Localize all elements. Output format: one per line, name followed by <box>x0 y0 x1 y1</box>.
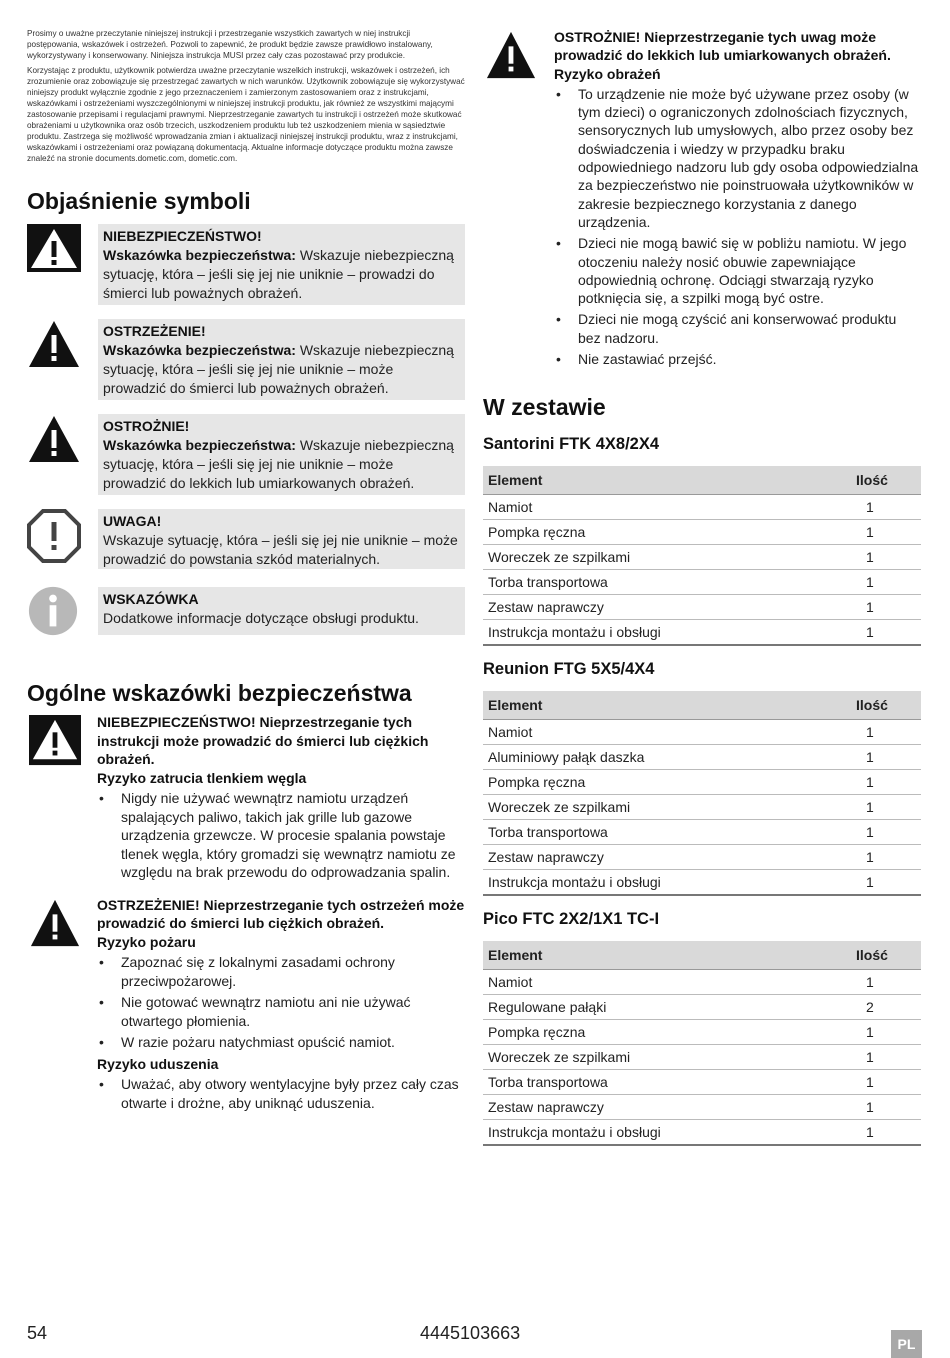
qty-cell: 1 <box>851 820 921 845</box>
table-row <box>483 545 921 570</box>
warning-bullets <box>97 953 465 1052</box>
symbol-item <box>27 509 465 569</box>
element-cell: Woreczek ze szpilkami <box>483 795 851 820</box>
element-cell: Pompka ręczna <box>483 770 851 795</box>
symbol-header: OSTRZEŻENIE! <box>103 323 206 339</box>
kit-table <box>483 466 921 646</box>
risk-label: Ryzyko uduszenia <box>97 1055 219 1072</box>
symbol-text: Wskazuje niebezpieczną sytuację, która – jeśli się jej nie uniknie – prowadzi do śmierci lub poważnych obrażeń. <box>103 247 454 301</box>
element-cell: Aluminiowy pałąk daszka <box>483 745 851 770</box>
language-badge: PL <box>891 1330 922 1358</box>
kit-group-title: Santorini FTK 4X8/2X4 <box>483 435 660 454</box>
list-item: • Dzieci nie mogą bawić się w pobliżu namiotu. W jego otoczeniu należy nosić obuwie zapewniające odpowiednią ochronę. Odciągi stwarzają ryzyko potknięcia się, a szpilki mogą być ostre. <box>554 234 921 307</box>
col-element-header: Element <box>483 466 851 495</box>
qty-cell: 1 <box>851 870 921 896</box>
warning-triangle-icon <box>27 224 81 278</box>
caution-bullets <box>554 85 921 368</box>
caution-text <box>554 28 921 368</box>
symbols-title: Objaśnienie symboli <box>27 188 251 214</box>
qty-cell: 1 <box>851 720 921 745</box>
qty-cell: 1 <box>851 970 921 995</box>
symbol-list <box>27 224 465 635</box>
symbol-desc <box>98 587 465 635</box>
table-row <box>483 1120 921 1146</box>
col-element-header: Element <box>483 941 851 970</box>
symbol-text: Wskazuje sytuację, która – jeśli się jej nie uniknie – może prowadzić do powstania szkód materialnych. <box>103 532 458 567</box>
kit-table <box>483 941 921 1146</box>
page-number: 54 <box>27 1323 48 1343</box>
element-cell: Pompka ręczna <box>483 520 851 545</box>
intro-paragraph: Korzystając z produktu, użytkownik potwierdza uważne przeczytanie wszelkich instrukcji, wskazówek i ostrzeżeń, ich zrozumienie oraz zobowiązuje się przestrzegać zawartych w nich warunków. Użytkownik zobowiązuje się wykorzystywać niniejszy produkt wyłącznie zgodnie z jego przeznaczeniem i zamierzonym zastosowaniem oraz z instrukcjami, wskazówkami i ostrzeżeniami wyszczególnionymi w niniejszej instrukcji produktu, jak również ze wszystkimi mającymi zastosowanie przepisami i regulacjami prawnymi. Nieprzestrzeganie zawartych tu instrukcji i ostrzeżeń może skutkować obrażeniami u użytkownika oraz osób trzecich, uszkodzeniem produktu lub też uszkodzeniem mienia w sąsiedztwie produktu. Zastrzega się możliwość wprowadzania zmian i aktualizacji niniejszej instrukcji produktu, wraz z instrukcjami, wskazówkami i ostrzeżeniami oraz powiązaną dokumentacją. Aktualne informacje dotyczące produktu można zawsze znaleźć na stronie documents.dometic.com, dometic.com. <box>27 66 465 163</box>
qty-cell: 1 <box>851 620 921 646</box>
symbol-lead: Wskazówka bezpieczeństwa: <box>103 437 296 453</box>
list-item: • Nie gotować wewnątrz namiotu ani nie używać otwartego płomienia. <box>97 993 465 1030</box>
table-row <box>483 995 921 1020</box>
right-column <box>483 28 921 1146</box>
document-number: 4445103663 <box>420 1323 521 1343</box>
list-item: • Nie zastawiać przejść. <box>554 350 921 368</box>
list-item: • Uważać, aby otwory wentylacyjne były przez cały czas otwarte i drożne, aby uniknąć uduszenia. <box>97 1075 465 1112</box>
general-title: Ogólne wskazówki bezpieczeństwa <box>27 680 412 706</box>
element-cell: Instrukcja montażu i obsługi <box>483 620 851 646</box>
notice-octagon-icon <box>27 509 81 563</box>
warning-triangle-icon <box>27 715 83 767</box>
qty-cell: 1 <box>851 1120 921 1146</box>
symbol-lead: Wskazówka bezpieczeństwa: <box>103 342 296 358</box>
symbol-desc <box>98 224 465 305</box>
table-row <box>483 1045 921 1070</box>
warning-heading: OSTRZEŻENIE! Nieprzestrzeganie tych ostrzeżeń może prowadzić do śmierci lub ciężkich obrażeń. <box>97 896 465 931</box>
qty-cell: 2 <box>851 995 921 1020</box>
table-row <box>483 770 921 795</box>
table-row <box>483 620 921 646</box>
intro-text <box>27 28 465 164</box>
table-row <box>483 845 921 870</box>
element-cell: Torba transportowa <box>483 1070 851 1095</box>
table-row <box>483 595 921 620</box>
table-row <box>483 1020 921 1045</box>
warning-bullets-2 <box>97 1075 465 1112</box>
qty-cell: 1 <box>851 1070 921 1095</box>
symbol-text: Wskazuje niebezpieczną sytuację, która – jeśli się jej nie uniknie – może prowadzić do lekkich lub umiarkowanych obrażeń. <box>103 437 454 491</box>
element-cell: Zestaw naprawczy <box>483 845 851 870</box>
kit-title: W zestawie <box>483 394 606 421</box>
intro-paragraph: Prosimy o uważne przeczytanie niniejszej instrukcji i przestrzeganie wszystkich zawartych w niej instrukcji postępowania, wskazówek i ostrzeżeń. Pozwoli to zapewnić, że produkt będzie zawsze prawidłowo instalowany, wykorzystywany i konserwowany. Niniejsza instrukcja MUSI przez cały czas pozostawać przy produkcie. <box>27 29 433 60</box>
warning-triangle-icon <box>27 319 81 373</box>
table-row <box>483 1070 921 1095</box>
qty-cell: 1 <box>851 745 921 770</box>
col-element-header: Element <box>483 691 851 720</box>
list-item: • Dzieci nie mogą czyścić ani konserwować produktu bez nadzoru. <box>554 310 921 347</box>
list-item: • W razie pożaru natychmiast opuścić namiot. <box>97 1033 465 1052</box>
kit-group-title: Reunion FTG 5X5/4X4 <box>483 660 655 679</box>
table-row <box>483 745 921 770</box>
table-row <box>483 870 921 896</box>
symbol-item <box>27 319 465 400</box>
list-item: • Zapoznać się z lokalnymi zasadami ochrony przeciwpożarowej. <box>97 953 465 990</box>
qty-cell: 1 <box>851 1095 921 1120</box>
qty-cell: 1 <box>851 795 921 820</box>
symbol-text: Dodatkowe informacje dotyczące obsługi produktu. <box>103 610 419 626</box>
qty-cell: 1 <box>851 570 921 595</box>
element-cell: Namiot <box>483 970 851 995</box>
element-cell: Regulowane pałąki <box>483 995 851 1020</box>
element-cell: Torba transportowa <box>483 570 851 595</box>
symbol-lead: Wskazówka bezpieczeństwa: <box>103 247 296 263</box>
qty-cell: 1 <box>851 1045 921 1070</box>
list-item: • To urządzenie nie może być używane przez osoby (w tym dzieci) o ograniczonych zdolnościach fizycznych, sensorycznych lub umysłowych, albo przez osoby bez doświadczenia i wiedzy w przypadku braku odpowiedniego nadzoru lub gdy osoba odpowiedzialna za bezpieczeństwo nie poinstruowała użytkowników w zakresie bezpiecznego korzystania z danego urządzenia. <box>554 85 921 231</box>
symbol-header: OSTROŻNIE! <box>103 418 190 434</box>
risk-label: Ryzyko pożaru <box>97 933 196 950</box>
col-qty-header: Ilość <box>851 941 921 970</box>
kit-table <box>483 691 921 896</box>
caution-heading: OSTROŻNIE! Nieprzestrzeganie tych uwag może prowadzić do lekkich lub umiarkowanych obrażeń. <box>554 29 891 64</box>
caution-block <box>483 28 921 368</box>
symbol-header: WSKAZÓWKA <box>103 591 199 607</box>
risk-label: Ryzyko obrażeń <box>554 65 661 82</box>
table-row <box>483 820 921 845</box>
element-cell: Zestaw naprawczy <box>483 595 851 620</box>
symbol-desc <box>98 509 465 569</box>
qty-cell: 1 <box>851 770 921 795</box>
danger-warning <box>27 713 465 882</box>
symbol-desc <box>98 319 465 400</box>
symbol-item <box>27 587 465 635</box>
symbol-text: Wskazuje niebezpieczną sytuację, która – jeśli się jej nie uniknie – może prowadzić do śmierci lub poważnych obrażeń. <box>103 342 454 396</box>
symbol-desc <box>98 414 465 495</box>
warning-block <box>27 896 465 1113</box>
element-cell: Torba transportowa <box>483 820 851 845</box>
element-cell: Woreczek ze szpilkami <box>483 1045 851 1070</box>
symbol-item <box>27 224 465 305</box>
element-cell: Zestaw naprawczy <box>483 1095 851 1120</box>
symbol-header: UWAGA! <box>103 513 162 529</box>
table-row <box>483 570 921 595</box>
element-cell: Namiot <box>483 720 851 745</box>
symbol-item <box>27 414 465 495</box>
symbol-header: NIEBEZPIECZEŃSTWO! <box>103 228 262 244</box>
element-cell: Woreczek ze szpilkami <box>483 545 851 570</box>
warning-triangle-icon <box>27 898 83 950</box>
warning-text <box>97 896 465 1113</box>
element-cell: Namiot <box>483 495 851 520</box>
left-column <box>27 28 465 1126</box>
qty-cell: 1 <box>851 595 921 620</box>
table-row <box>483 520 921 545</box>
danger-heading: NIEBEZPIECZEŃSTWO! Nieprzestrzeganie tych instrukcji może prowadzić do śmierci lub ciężkich obrażeń. <box>97 714 429 767</box>
info-circle-icon <box>27 585 79 637</box>
kit-group-title: Pico FTC 2X2/1X1 TC-I <box>483 910 660 929</box>
col-qty-header: Ilość <box>851 466 921 495</box>
table-row <box>483 1095 921 1120</box>
qty-cell: 1 <box>851 845 921 870</box>
table-row <box>483 720 921 745</box>
danger-bullets <box>97 789 465 882</box>
danger-text <box>97 713 465 882</box>
table-row <box>483 795 921 820</box>
qty-cell: 1 <box>851 1020 921 1045</box>
col-qty-header: Ilość <box>851 691 921 720</box>
qty-cell: 1 <box>851 495 921 520</box>
warning-triangle-icon <box>27 414 81 468</box>
element-cell: Instrukcja montażu i obsługi <box>483 1120 851 1146</box>
risk-label: Ryzyko zatrucia tlenkiem węgla <box>97 769 307 786</box>
qty-cell: 1 <box>851 520 921 545</box>
element-cell: Pompka ręczna <box>483 1020 851 1045</box>
table-row <box>483 970 921 995</box>
list-item: • Nigdy nie używać wewnątrz namiotu urządzeń spalających paliwo, takich jak grille lub gazowe urządzenia grzewcze. W procesie spalania powstaje tlenek węgla, który gromadzi się wewnątrz namiotu ze względu na brak przewodu do odprowadzania spalin. <box>97 789 465 882</box>
warning-triangle-icon <box>483 30 539 82</box>
element-cell: Instrukcja montażu i obsługi <box>483 870 851 896</box>
table-row <box>483 495 921 520</box>
qty-cell: 1 <box>851 545 921 570</box>
